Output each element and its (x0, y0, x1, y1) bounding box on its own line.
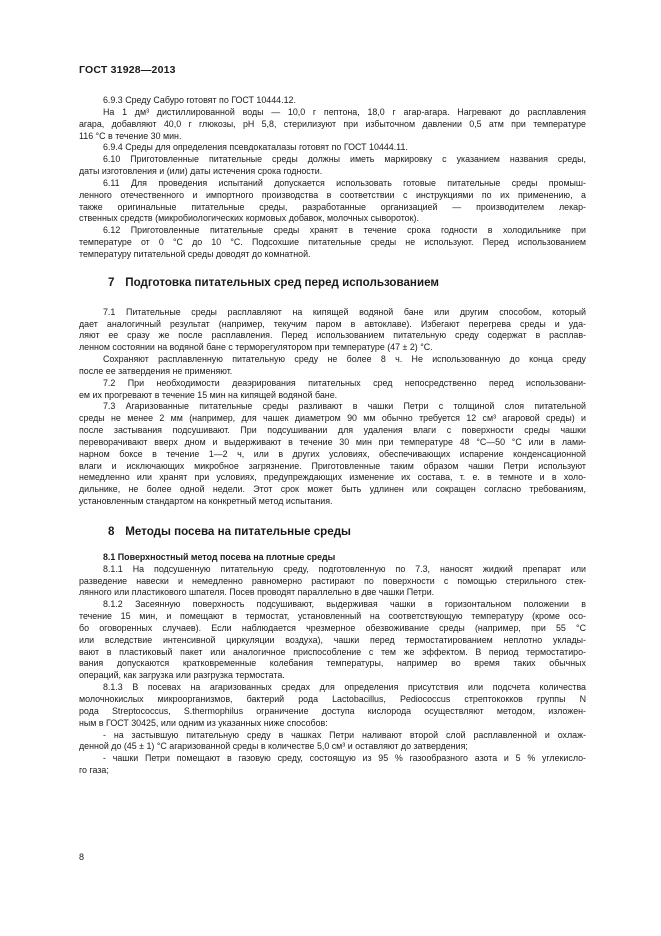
text-line: - на застывшую питательную среду в чашках Петри наливают второй слой расплавленной и охлаж- (103, 729, 586, 740)
paragraph-8-1-3 (79, 682, 586, 729)
paragraph-6-11 (79, 178, 586, 225)
text-line: температуре от 0 °С до 10 °С. Подсохшие питательные среды не используют. Перед использованием (79, 237, 586, 248)
text-line: операций, как загрузка или разгрузка термостата. (79, 670, 285, 681)
paragraph-8-1-3-option-a (79, 730, 586, 754)
text-line: 8.1.2 Засеянную поверхность подсушивают, выдерживая чашки в горизонтальном положении в (103, 599, 586, 610)
text-line: 6.12 Приготовленные питательные среды хранят в течение срока годности в холодильнике при (103, 225, 586, 236)
text-line: 7.3 Агаризованные питательные среды разливают в чашки Петри с толщиной слоя питательной (103, 401, 586, 412)
text-line: 6.9.4 Среды для определения псевдокаталазы готовят по ГОСТ 10444.11. (103, 142, 408, 153)
text-line: лянного или пластикового шпателя. Посев проводят параллельно в две чашки Петри. (79, 587, 435, 598)
paragraph-8-1-3-option-b (79, 753, 586, 777)
text-line: также оригинальные питательные среды, разработанные организацией — производителем лекар- (79, 201, 586, 212)
text-line: 7.2 При необходимости деаэрирования питательных сред непосредственно перед использовани- (103, 377, 586, 388)
text-line: дильнике, не более одной недели. Этот срок может быть удлинен или сокращен согласно требованиям, (79, 484, 586, 495)
text-line: нарном боксе в течение 1—2 ч, или в других условиях, обеспечивающих испарение конденсационной (79, 448, 586, 459)
text-line: дает аналогичный результат (например, текучим паром в автоклаве). Избегают перегрева среды и уда- (79, 318, 586, 329)
text-line: после ее затвердения не применяют. (79, 365, 233, 376)
text-line: 116 °С в течение 30 мин. (79, 130, 182, 141)
text-line: течение 15 мин, и помещают в термостат, установленный на соответствующую температуру (кроме осо- (79, 611, 586, 622)
section-7-title: Подготовка питательных сред перед использованием (125, 275, 439, 289)
paragraph-7-1-storage (79, 354, 586, 378)
page-number: 8 (79, 852, 85, 862)
text-line: ным в ГОСТ 30425, или одним из указанных ниже способов: (79, 717, 328, 728)
text-line: агара, добавляют 40,0 г глюкозы, рН 5,8, стерилизуют при избыточном давлении 0,5 атм при температуре (79, 118, 586, 129)
section-7-number: 7 (108, 275, 115, 289)
section-8-number: 8 (108, 525, 115, 538)
text-line: 6.10 Приготовленные питательные среды должны иметь маркировку с указанием названия среды, (103, 154, 586, 165)
text-line: ляют ее сразу же после расплавления. Перед использованием питательную среду содержат в расплав- (79, 330, 586, 341)
text-line: рода Streptococcus, S.thermophilus ограничение доступа кислорода осуществляют методом, изложен- (79, 705, 586, 716)
text-line: температуру питательной среды доводят до комнатной. (79, 248, 311, 259)
text-line: 7.1 Питательные среды расплавляют на кипящей водяной бане или другим способом, который (103, 306, 586, 317)
text-line: переворачивают вверх дном и выдерживают в течение 30 мин при температуре 48 °С—50 °С или в лами- (79, 436, 586, 447)
text-line: ем их прогревают в течение 15 мин на кипящей водяной бане. (79, 389, 338, 400)
text-line: или вследствие интенсивной циркуляции воздуха), чашки перед термостатированием неплотно уклады- (79, 634, 586, 645)
section-7-heading (108, 277, 586, 289)
text-line: 8.1.1 На подсушенную питательную среду, подготовленную по 7.3, наносят жидкий препарат или (103, 563, 586, 574)
subsection-8-1-heading: 8.1 Поверхностный метод посева на плотные среды (103, 551, 336, 562)
paragraph-7-3 (79, 401, 586, 508)
document-header: ГОСТ 31928—2013 (79, 64, 176, 76)
paragraph-6-12 (79, 225, 586, 261)
paragraph-6-9-4 (79, 142, 586, 154)
text-line: вают в пластиковый пакет или аналогичное приспособление с тем же эффектом. В период термостатиро- (79, 646, 586, 657)
text-line: ленном состоянии на водяной бане с терморегулятором при температуре (47 ± 2) °С. (79, 342, 433, 353)
document-body (79, 95, 586, 777)
text-line: среды не менее 2 мм (например, для чашек диаметром 90 мм обычно требуется 12 см³ агаровой среды) и (79, 413, 586, 424)
text-line: го газа; (79, 765, 109, 776)
paragraph-8-1-2 (79, 599, 586, 682)
text-line: 6.9.3 Среду Сабуро готовят по ГОСТ 10444.12. (103, 95, 296, 105)
paragraph-8-1-1 (79, 564, 586, 600)
text-line: разведение навески и немедленно равномерно растирают по поверхности с помощью стерильного стек- (79, 575, 586, 586)
text-line: - чашки Петри помещают в газовую среду, состоящую из 95 % газообразного азота и 5 % углекисло- (103, 753, 586, 764)
text-line: денной до (45 ± 1) °С агаризованной среды в количестве 5,0 см³ и оставляют до затвердения; (79, 741, 468, 752)
text-line: На 1 дм³ дистиллированной воды — 10,0 г пептона, 18,0 г агар-агара. Нагревают до расплавления (103, 106, 586, 117)
text-line: 8.1.3 В посевах на агаризованных средах для определения присутствия или подсчета количества (103, 682, 586, 693)
section-8-heading (108, 526, 586, 538)
paragraph-7-1 (79, 307, 586, 354)
text-line: ленного отечественного и импортного производства в соответствии с инструкциями по их применению, а (79, 189, 586, 200)
text-line: вания допускаются кратковременные колебания температуры, например во время таких обычных (79, 658, 586, 669)
paragraph-7-2 (79, 378, 586, 402)
text-line: влаги и исключающих микробное загрязнение. Приготовленные таким образом чашки Петри используют (79, 460, 586, 471)
text-line: 6.11 Для проведения испытаний допускается использовать готовые питательные среды промыш- (103, 177, 586, 188)
section-8-title: Методы посева на питательные среды (125, 525, 351, 538)
text-line: после застывания подсушивают. При подсушивании для удаления влаги с поверхности среды чашки (79, 425, 586, 436)
text-line: Сохраняют расплавленную питательную среду не более 8 ч. Не использованную до конца среду (103, 354, 586, 365)
paragraph-6-9-3 (79, 95, 586, 107)
text-line: молочнокислых микроорганизмов, бактерий рода Lactobacillus, Pediococcus стрептококков группы N (79, 693, 586, 704)
text-line: ственных средств (микробиологических кормовых добавок, молочных сывороток). (79, 213, 419, 224)
text-line: немедленно или хранят при условиях, предупреждающих изменение их состава, т. е. в темноте и в холо- (79, 472, 586, 483)
text-line: установленным стандартом на конкретный метод испытания. (79, 496, 333, 507)
text-line: даты изготовления и (или) даты истечения срока годности. (79, 166, 323, 177)
text-line: бо оговоренных случаев). Если наблюдается чрезмерное обезвоживание среды (например, при 55 °С (79, 622, 586, 633)
paragraph-6-9-3-recipe (79, 107, 586, 143)
paragraph-6-10 (79, 154, 586, 178)
